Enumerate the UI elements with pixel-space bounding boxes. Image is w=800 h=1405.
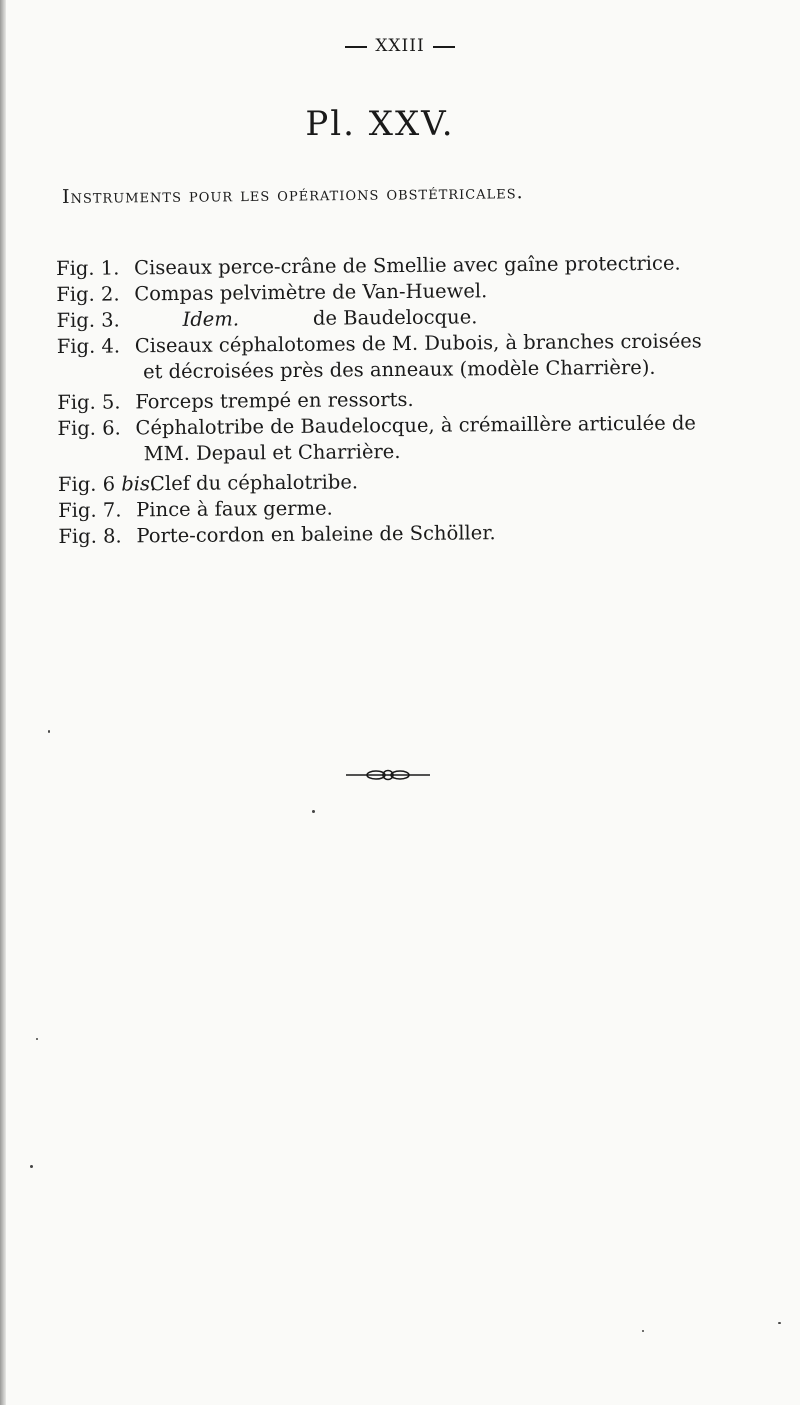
figure-caption: Ciseaux perce-crâne de Smellie avec gaîne protectrice. (134, 251, 681, 280)
figure-label: Fig. 3. (56, 308, 120, 332)
figure-caption: Clef du céphalotribe. (149, 470, 359, 496)
figure-item-8 (58, 518, 718, 550)
figure-label: Fig. 1. (56, 256, 120, 280)
dash-left (345, 46, 367, 48)
page-binding-edge (0, 0, 6, 1405)
figure-caption: Compas pelvimètre de Van-Huewel. (134, 279, 488, 306)
figure-caption: Céphalotribe de Baudelocque, à crémaillère articulée de (135, 411, 697, 440)
paper-speck (312, 810, 315, 813)
dash-right (433, 46, 455, 48)
page-number (0, 36, 800, 56)
paper-speck (36, 1038, 38, 1040)
figure-list (56, 250, 719, 550)
figure-caption: Forceps trempé en ressorts. (135, 387, 414, 414)
page-number-text: XXIII (375, 36, 425, 56)
figure-caption: de Baudelocque. (312, 305, 478, 330)
paper-speck (48, 730, 50, 733)
figure-caption: Pince à faux germe. (136, 496, 333, 522)
figure-label: Fig. 5. (57, 390, 121, 414)
figure-caption-continuation: et décroisées près des anneaux (modèle Charrière). (142, 355, 656, 384)
section-heading: Instruments pour les opérations obstétricales. (61, 181, 524, 208)
paper-speck (642, 1330, 644, 1332)
figure-label: Fig. 6 (57, 472, 116, 496)
figure-caption: Ciseaux céphalotomes de M. Dubois, à branches croisées (134, 329, 702, 358)
figure-idem: Idem. (182, 307, 240, 331)
plate-title: Pl. XXV. (305, 104, 455, 144)
figure-bis: bis. (121, 472, 157, 496)
figure-label: Fig. 2. (56, 282, 120, 306)
scroll-divider-ornament-icon (346, 767, 430, 783)
paper-speck (778, 1322, 781, 1324)
figure-label: Fig. 4. (56, 334, 121, 358)
figure-caption-continuation: MM. Depaul et Charrière. (143, 440, 401, 466)
paper-speck (30, 1165, 33, 1168)
figure-label: Fig. 7. (58, 498, 122, 522)
figure-label: Fig. 8. (58, 524, 122, 548)
figure-label: Fig. 6. (57, 416, 121, 440)
figure-label-wrap (57, 471, 157, 498)
figure-caption: Porte-cordon en baleine de Schöller. (136, 521, 496, 548)
